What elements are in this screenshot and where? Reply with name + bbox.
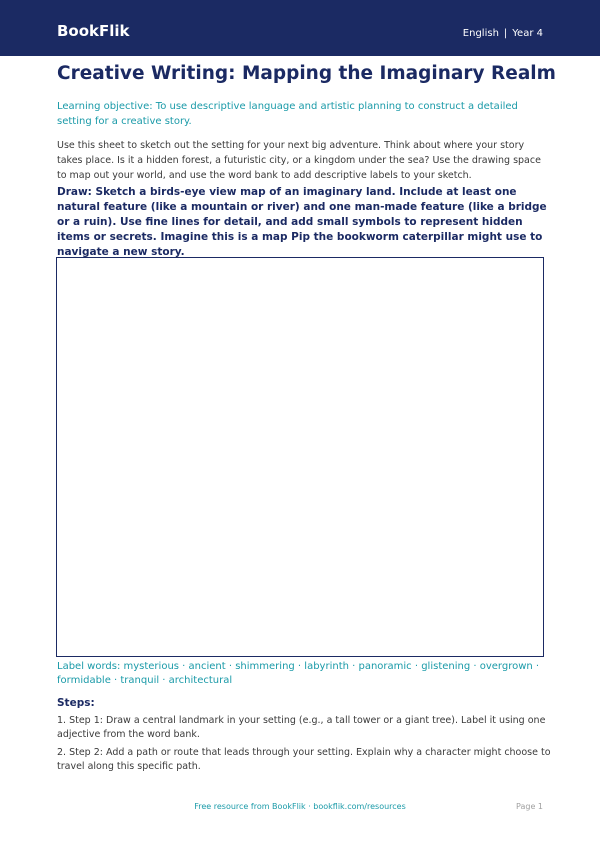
- label-word-bank: Label words: mysterious · ancient · shimmering · labyrinth · panoramic · glistening · overgrown · formidable · tranquil · architectural: [57, 661, 540, 686]
- learning-objective: Learning objective: To use descriptive language and artistic planning to construct a detailed setting for a creative story.: [57, 101, 518, 127]
- page-number: Page 1: [516, 802, 543, 811]
- subject-label: English: [462, 28, 499, 39]
- draw-instruction: Draw: Sketch a birds-eye view map of an imaginary land. Include at least one natural feature (like a mountain or river) and one man-made feature (like a bridge or a ruin). Use fine lines for detail, and add small symbols to represent hidden items or secrets. Imagine this is a map Pip the bookworm caterpillar might use to navigate a new story.: [57, 186, 547, 258]
- intro-paragraph: Use this sheet to sketch out the setting for your next big adventure. Think about where your story takes place. Is it a hidden forest, a futuristic city, or a kingdom under the sea? Use the drawing space to map out your world, and use the word bank to add descriptive labels to your sketch.: [57, 140, 541, 181]
- brand-logo: BookFlik: [57, 22, 130, 40]
- steps-heading: Steps:: [57, 697, 95, 709]
- drawing-area[interactable]: [56, 257, 544, 657]
- page-title: Creative Writing: Mapping the Imaginary Realm: [57, 63, 556, 84]
- step-item: 1. Step 1: Draw a central landmark in your setting (e.g., a tall tower or a giant tree). Label it using one adjective from the word bank.: [57, 715, 546, 740]
- meta-separator: |: [503, 28, 508, 39]
- subject-meta: [463, 28, 543, 39]
- page-header: [0, 0, 600, 56]
- footer-text: Free resource from BookFlik · bookflik.com/resources: [194, 802, 406, 811]
- year-label: Year 4: [512, 28, 543, 39]
- step-item: 2. Step 2: Add a path or route that leads through your setting. Explain why a character might choose to travel along this specific path.: [57, 747, 551, 772]
